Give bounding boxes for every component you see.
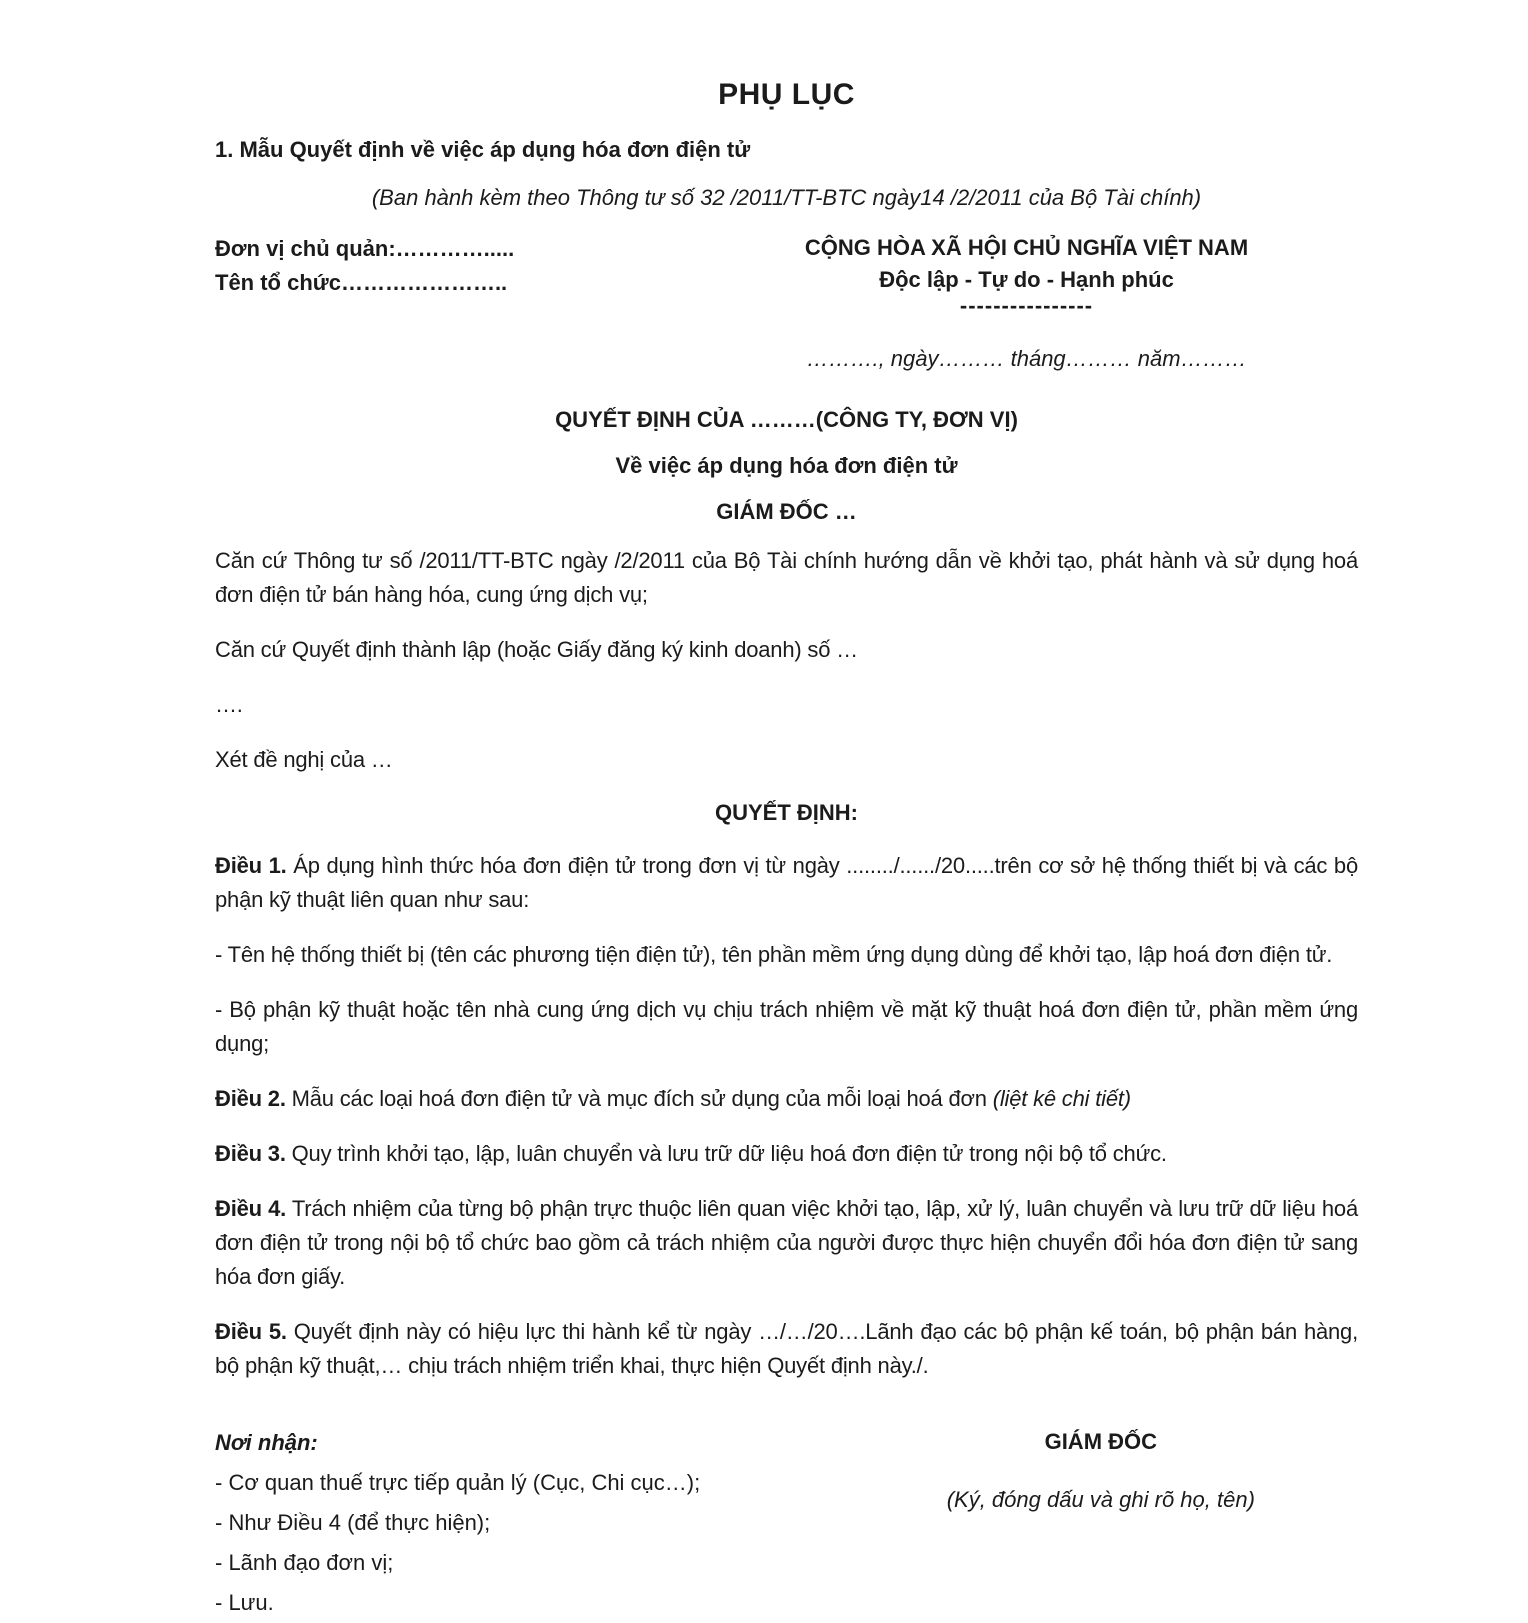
header-left-block (215, 232, 695, 374)
article-text: Trách nhiệm của từng bộ phận trực thuộc liên quan việc khởi tạo, lập, xử lý, luân chuyển và lưu trữ dữ liệu hoá đơn điện tử trong nội bộ tổ chức bao gồm cả trách nhiệm của người được thực hiện chuyển đổi hóa đơn điện tử sang hóa đơn giấy. (215, 1196, 1358, 1289)
recipient-item-4: - Lưu. (215, 1590, 274, 1615)
page-title: PHỤ LỤC (718, 78, 855, 111)
article-text: - Bộ phận kỹ thuật hoặc tên nhà cung ứng dịch vụ chịu trách nhiệm về mặt kỹ thuật hoá đơn điện tử, phần mềm ứng dụng; (215, 997, 1358, 1056)
recipient-item-2: - Như Điều 4 (để thực hiện); (215, 1510, 491, 1535)
recipients-block (215, 1423, 844, 1623)
signature-title: GIÁM ĐỐC (1044, 1429, 1158, 1454)
recipient-item-3: - Lãnh đạo đơn vị; (215, 1550, 394, 1575)
article-label: Điều 2. (215, 1086, 286, 1111)
article-paragraph-5 (215, 1137, 1358, 1171)
article-label: Điều 4. (215, 1196, 287, 1221)
recipients-label: Nơi nhận: (215, 1430, 318, 1455)
article-label: Điều 5. (215, 1319, 287, 1344)
article-paragraph-7 (215, 1315, 1358, 1383)
article-paragraph-1 (215, 849, 1358, 917)
decision-subject-heading: Về việc áp dụng hóa đơn điện tử (615, 453, 958, 478)
appendix-subtitle: 1. Mẫu Quyết định về việc áp dụng hóa đơn điện tử (215, 137, 751, 162)
date-line: ………., ngày……… tháng……… năm……… (806, 346, 1247, 371)
decision-authority-heading: GIÁM ĐỐC … (716, 499, 857, 524)
article-text: Quyết định này có hiệu lực thi hành kể từ ngày …/…/20….Lãnh đạo các bộ phận kế toán, bộ phận bán hàng, bộ phận kỹ thuật,… chịu trách nhiệm triển khai, thực hiện Quyết định này./. (215, 1319, 1359, 1378)
org-name-line: Tên tổ chức………………….. (215, 270, 508, 295)
article-paragraph-3 (215, 993, 1358, 1061)
decision-headings (215, 406, 1358, 526)
national-motto: Độc lập - Tự do - Hạnh phúc (879, 267, 1174, 292)
signature-block (844, 1423, 1358, 1623)
preamble-paragraph-4: Xét đề nghị của … (215, 747, 393, 772)
article-text: Áp dụng hình thức hóa đơn điện tử trong đơn vị từ ngày ......../....../20.....trên cơ sở hệ thống thiết bị và các bộ phận kỹ thuật liên quan như sau: (215, 853, 1358, 912)
article-paragraph-2 (215, 938, 1358, 972)
article-label: Điều 3. (215, 1141, 286, 1166)
header-right-block (695, 232, 1358, 374)
managing-unit-line: Đơn vị chủ quản:…………..... (215, 236, 515, 261)
article-text: Quy trình khởi tạo, lập, luân chuyển và lưu trữ dữ liệu hoá đơn điện tử trong nội bộ tổ chức. (285, 1141, 1167, 1166)
article-paragraph-6 (215, 1192, 1358, 1294)
signature-note: (Ký, đóng dấu và ghi rõ họ, tên) (946, 1487, 1255, 1512)
document-header (215, 232, 1358, 374)
article-label: Điều 1. (215, 853, 287, 878)
national-title: CỘNG HÒA XÃ HỘI CHỦ NGHĨA VIỆT NAM (804, 235, 1249, 260)
header-divider: ---------------- (959, 293, 1094, 318)
preamble-paragraph-3: …. (215, 692, 243, 717)
issued-note: (Ban hành kèm theo Thông tư số 32 /2011/TT-BTC ngày14 /2/2011 của Bộ Tài chính) (371, 185, 1202, 210)
article-text: Mẫu các loại hoá đơn điện tử và mục đích sử dụng của mỗi loại hoá đơn (285, 1086, 993, 1111)
document-footer (215, 1423, 1358, 1623)
preamble-paragraph-2: Căn cứ Quyết định thành lập (hoặc Giấy đăng ký kinh doanh) số … (215, 637, 858, 662)
article-italic-note: (liệt kê chi tiết) (992, 1086, 1131, 1111)
recipient-item-1: - Cơ quan thuế trực tiếp quản lý (Cục, Chi cục…); (215, 1470, 701, 1495)
preamble-paragraph-1: Căn cứ Thông tư số /2011/TT-BTC ngày /2/2011 của Bộ Tài chính hướng dẫn về khởi tạo, phát hành và sử dụng hoá đơn điện tử bán hàng hóa, cung ứng dịch vụ; (215, 548, 1358, 607)
decision-of-heading: QUYẾT ĐỊNH CỦA ………(CÔNG TY, ĐƠN VỊ) (555, 407, 1018, 432)
decides-heading: QUYẾT ĐỊNH: (715, 800, 858, 825)
article-paragraph-4 (215, 1082, 1358, 1116)
article-text: - Tên hệ thống thiết bị (tên các phương tiện điện tử), tên phần mềm ứng dụng dùng để khởi tạo, lập hoá đơn điện tử. (215, 942, 1333, 967)
